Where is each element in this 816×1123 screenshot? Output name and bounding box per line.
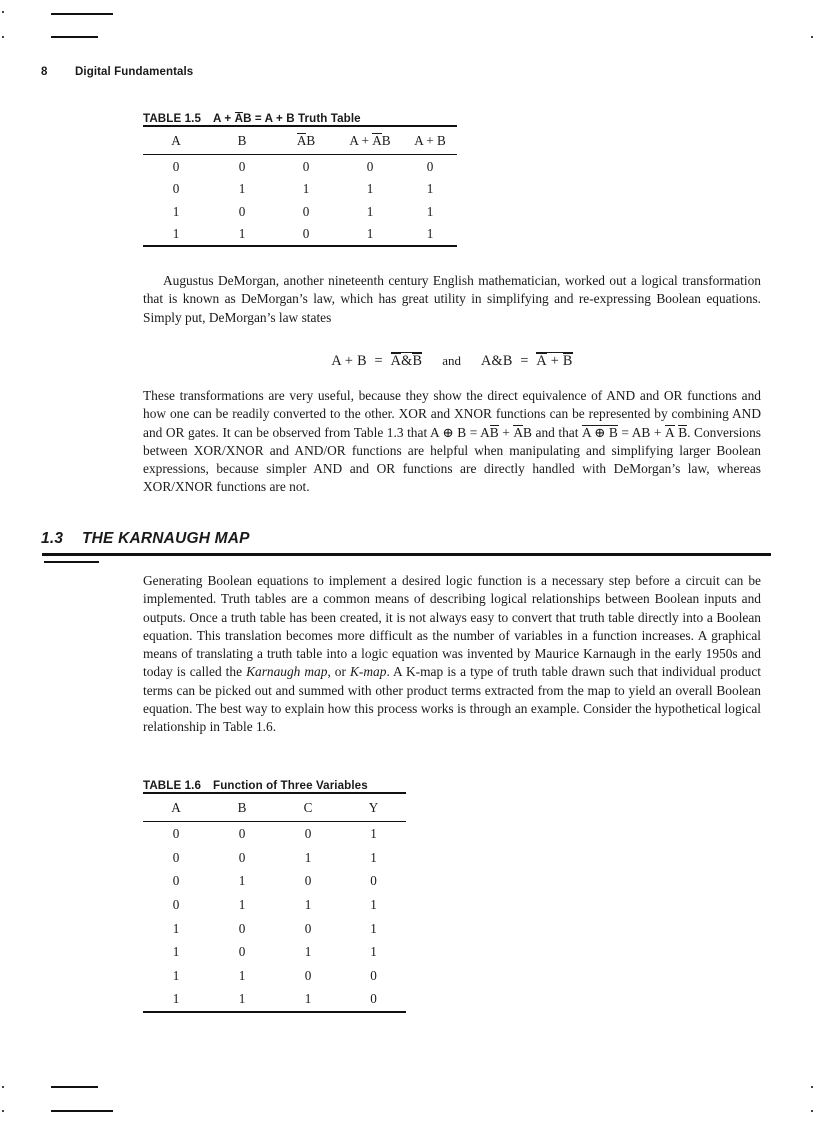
equation-demorgan-left: A + B = A&B [331, 353, 423, 369]
paragraph-karnaugh-part1: Generating Boolean equations to implement a desired logic function is a necessary step before a circuit can be implemented. Truth tables are a common means of describing logical relationships between Boolean inputs and outputs. Once a truth table has been created, it is not always easy to convert that truth table directly into a Boolean equation. This translation becomes more difficult as the number of variables in a function increases. A graphical means of translating a truth table into a logic equation was invented by Maurice Karnaugh in the early 1950s and today is called the [143, 573, 761, 680]
table-1-5-header-b: B [209, 126, 275, 155]
cell: 1 [143, 223, 209, 247]
table-1-5-container [143, 112, 457, 247]
equation-conjunction: and [442, 353, 461, 368]
cell: 0 [172, 849, 180, 865]
section-number: 1.3 [41, 530, 64, 547]
section-title: THE KARNAUGH MAP [82, 530, 250, 547]
scan-artifact-dot-bottom-left-1 [2, 1086, 4, 1088]
table-row [143, 893, 406, 917]
table-row [143, 178, 457, 201]
section-divider-accent [44, 561, 99, 563]
paragraph-transformations [143, 387, 761, 497]
cell: 0 [172, 181, 180, 197]
cell: 1 [238, 967, 246, 983]
cell: 0 [172, 826, 180, 842]
cell: 0 [426, 158, 434, 174]
scan-artifact-bottom-line-2 [51, 1110, 113, 1112]
scan-artifact-dot-top-left [2, 11, 4, 13]
table-1-5-header-a-plus-notab: A + AB [337, 126, 403, 155]
cell: 0 [238, 826, 246, 842]
cell: 1 [403, 223, 457, 247]
table-1-6-caption [143, 779, 406, 792]
cell: 1 [366, 181, 374, 197]
cell: 0 [275, 223, 337, 247]
scan-artifact-bottom-line-1 [51, 1086, 98, 1088]
cell: 1 [304, 896, 312, 912]
section-heading [41, 530, 250, 548]
cell: 1 [302, 181, 310, 197]
equation-demorgan [143, 351, 761, 371]
table-row [143, 916, 406, 940]
term-karnaugh-map: Karnaugh map [246, 664, 328, 680]
table-1-6-header-a: A [143, 793, 209, 822]
table-1-6-caption-title: Function of Three Variables [213, 779, 368, 792]
cell: 1 [304, 849, 312, 865]
table-1-6-header-b: B [209, 793, 275, 822]
cell: 1 [172, 967, 180, 983]
cell: 1 [238, 181, 246, 197]
cell: 0 [238, 920, 246, 936]
cell: 0 [304, 826, 312, 842]
scan-artifact-dot-top-right [811, 36, 813, 38]
cell: 1 [172, 920, 180, 936]
cell: 1 [366, 203, 374, 219]
page-number: 8 [41, 66, 48, 78]
paragraph-karnaugh-part2: , or [327, 664, 350, 680]
cell: 1 [370, 826, 377, 842]
cell: 0 [238, 849, 246, 865]
table-1-6-body [143, 822, 406, 1012]
cell: 0 [238, 944, 246, 960]
cell: 0 [370, 873, 377, 889]
paragraph-transformations-part2: and that [531, 424, 583, 440]
cell: 0 [172, 873, 180, 889]
scan-artifact-dot-left [2, 36, 4, 38]
term-k-map: K-map [349, 664, 387, 680]
cell: 1 [337, 223, 403, 247]
scan-artifact-dot-bottom-left-2 [2, 1110, 4, 1112]
table-1-5 [143, 125, 457, 247]
paragraph-transformations-part1: These transformations are very useful, because they show the direct equivalence of AND and OR functions and how one can be readily converted to the other. XOR and XNOR functions can be represented by combining AND and OR gates. It can be observed from Table 1.3 that [143, 388, 761, 440]
inline-math-xor: A ⊕ B = AB + AB [429, 424, 532, 440]
table-1-6-header-c: C [275, 793, 341, 822]
cell: 1 [143, 987, 209, 1012]
cell: 1 [209, 987, 275, 1012]
cell: 0 [304, 920, 312, 936]
table-1-5-body [143, 155, 457, 247]
table-1-6 [143, 792, 406, 1013]
table-row [143, 223, 457, 247]
cell: 0 [304, 873, 312, 889]
cell: 1 [370, 849, 377, 865]
cell: 1 [426, 203, 434, 219]
inline-math-xnor: A ⊕ B = AB + A B [582, 424, 688, 440]
cell: 0 [366, 158, 374, 174]
table-1-6-header-row [143, 793, 406, 822]
table-1-5-caption-title: A + AB = A + B Truth Table [213, 112, 361, 125]
cell: 0 [341, 987, 406, 1012]
table-1-5-header-a: A [143, 126, 209, 155]
cell: 0 [302, 203, 310, 219]
cell: 1 [209, 223, 275, 247]
paragraph-karnaugh-part3: . A K-map is a type of truth table drawn such that individual product terms can be picked out and summed with other product terms extracted from the map to yield an overall Boolean equation. The best way to explain how this process works is through an example. Consider the hypothetical logical relationship in Table 1.6. [143, 664, 761, 734]
cell: 0 [304, 967, 312, 983]
cell: 1 [370, 920, 377, 936]
table-1-5-caption-label: TABLE 1.5 [143, 112, 202, 125]
scan-artifact-dot-bottom-right-1 [811, 1086, 813, 1088]
equation-demorgan-right: A&B = A + B [481, 353, 573, 369]
table-row [143, 155, 457, 178]
cell: 0 [172, 896, 180, 912]
cell: 0 [238, 203, 246, 219]
cell: 1 [238, 896, 246, 912]
table-1-6-container [143, 779, 406, 1013]
cell: 0 [238, 158, 246, 174]
cell: 1 [172, 203, 180, 219]
paragraph-demorgan [143, 272, 761, 327]
table-row [143, 846, 406, 870]
cell: 1 [370, 944, 377, 960]
cell: 0 [302, 158, 310, 174]
cell: 0 [172, 158, 180, 174]
cell: 1 [370, 896, 377, 912]
scan-artifact-top-line-2 [51, 36, 98, 38]
table-1-5-header-row [143, 126, 457, 155]
scan-artifact-dot-bottom-right-2 [811, 1110, 813, 1112]
table-1-5-caption [143, 112, 457, 125]
table-1-6-header-y: Y [341, 793, 406, 822]
paragraph-demorgan-text: Augustus DeMorgan, another nineteenth century English mathematician, worked out a logical transformation that is known as DeMorgan’s law, which has great utility in simplifying and re-expressing Boolean equations. Simply put, DeMorgan’s law states [143, 273, 761, 325]
table-row [143, 822, 406, 846]
book-title: Digital Fundamentals [75, 66, 194, 78]
cell: 1 [172, 944, 180, 960]
paragraph-transformations-part3: . Conversions between XOR/XNOR and AND/OR functions are helpful when manipulating and simplifying larger Boolean expressions, because simpler AND and OR functions are directly handled with DeMorgan’s law, whereas XOR/XNOR functions are not. [143, 424, 761, 495]
table-row [143, 940, 406, 964]
table-row [143, 964, 406, 988]
section-divider-rule [42, 553, 771, 556]
cell: 0 [370, 967, 377, 983]
table-row [143, 869, 406, 893]
table-1-5-header-notab: AB [275, 126, 337, 155]
table-1-6-caption-label: TABLE 1.6 [143, 779, 202, 792]
cell: 1 [238, 873, 246, 889]
scan-artifact-top-line-1 [51, 13, 113, 15]
paragraph-karnaugh [143, 572, 761, 736]
cell: 1 [426, 181, 434, 197]
table-1-5-header-a-plus-b: A + B [403, 126, 457, 155]
cell: 1 [275, 987, 341, 1012]
table-row [143, 987, 406, 1012]
running-head [41, 66, 193, 78]
table-row [143, 200, 457, 223]
cell: 1 [304, 944, 312, 960]
